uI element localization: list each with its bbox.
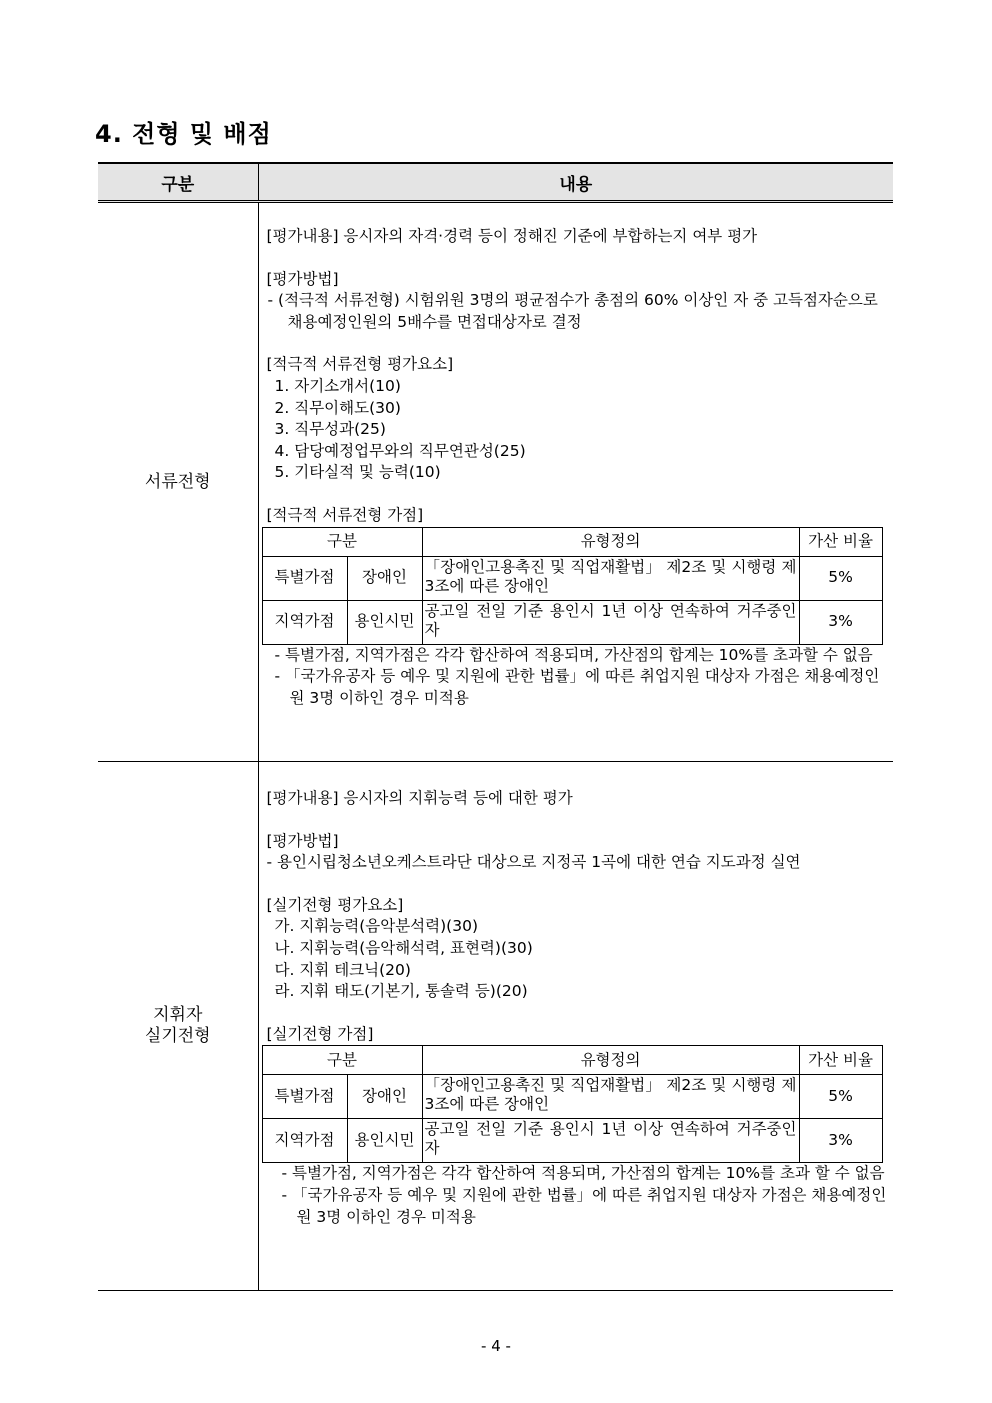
method-title: [평가방법]: [266, 269, 339, 288]
bonus-row: [262, 1119, 882, 1163]
bonus-ratio: 5%: [799, 1075, 882, 1119]
bonus-ratio: 5%: [799, 556, 882, 600]
bonus-header-ratio: 가산 비율: [799, 1046, 882, 1075]
bonus-type: 특별가점: [262, 556, 347, 600]
category-line: 실기전형: [144, 1026, 211, 1046]
element-item: 나. 지휘능력(음악해석력, 표현력)(30): [274, 938, 533, 957]
bonus-title: [적극적 서류전형 가점]: [266, 505, 424, 524]
bonus-ratio: 3%: [799, 600, 882, 644]
header-content: 내용: [258, 163, 893, 202]
note-line: - 특별가점, 지역가점은 각각 합산하여 적용되며, 가산점의 합계는 10%를 초과할 수 없음: [274, 645, 873, 664]
bonus-target: 장애인: [347, 556, 422, 600]
bonus-type: 지역가점: [262, 1119, 347, 1163]
section-category: [98, 762, 258, 1291]
element-item: 2. 직무이해도(30): [274, 398, 401, 417]
section-conductor-practical: [98, 762, 893, 1291]
element-item: 5. 기타실적 및 능력(10): [274, 463, 441, 482]
bonus-definition: 「장애인고용촉진 및 직업재활법」 제2조 및 시행령 제3조에 따른 장애인: [422, 556, 799, 600]
eval-content: [평가내용] 응시자의 지휘능력 등에 대한 평가: [266, 789, 573, 807]
elements-title: [적극적 서류전형 평가요소]: [266, 355, 454, 374]
bonus-row: [262, 600, 882, 644]
table-header-row: [98, 163, 893, 202]
screening-table: [98, 162, 893, 1291]
page-title: 4. 전형 및 배점: [95, 120, 272, 148]
bonus-table: [262, 527, 883, 645]
method-title: [평가방법]: [266, 831, 339, 850]
bonus-type: 특별가점: [262, 1075, 347, 1119]
section-content: [258, 202, 893, 762]
header-category: 구분: [98, 163, 258, 202]
bonus-row: [262, 556, 882, 600]
category-line: 서류전형: [144, 471, 211, 492]
bonus-target: 용인시민: [347, 1119, 422, 1163]
bonus-table: [262, 1045, 883, 1163]
note-line: - 「국가유공자 등 예우 및 지원에 관한 법률」에 따른 취업지원 대상자 가점은 채용예정인원 3명 이하인 경우 미적용: [281, 1185, 887, 1226]
section-document-screening: [98, 202, 893, 762]
bonus-header-row: [262, 1046, 882, 1075]
bonus-row: [262, 1075, 882, 1119]
bonus-header-ratio: 가산 비율: [799, 527, 882, 556]
element-item: 가. 지휘능력(음악분석력)(30): [274, 917, 478, 936]
eval-content: [평가내용] 응시자의 자격·경력 등이 정해진 기준에 부합하는지 여부 평가: [266, 227, 758, 245]
section-content: [258, 762, 893, 1291]
category-line: 지휘자: [153, 1005, 203, 1025]
note-line: - 특별가점, 지역가점은 각각 합산하여 적용되며, 가산점의 합계는 10%를 초과 할 수 없음: [281, 1164, 885, 1183]
method-line: - 용인시립청소년오케스트라단 대상으로 지정곡 1곡에 대한 연습 지도과정 실연: [266, 853, 801, 872]
bonus-definition: 「장애인고용촉진 및 직업재활법」 제2조 및 시행령 제3조에 따른 장애인: [422, 1075, 799, 1119]
bonus-header-category: 구분: [262, 527, 422, 556]
bonus-header-definition: 유형정의: [422, 1046, 799, 1075]
bonus-type: 지역가점: [262, 600, 347, 644]
element-item: 3. 직무성과(25): [274, 420, 386, 439]
bonus-target: 장애인: [347, 1075, 422, 1119]
note-line: - 「국가유공자 등 예우 및 지원에 관한 법률」에 따른 취업지원 대상자 가점은 채용예정인원 3명 이하인 경우 미적용: [274, 667, 880, 707]
page-number: - 4 -: [481, 1337, 511, 1355]
bonus-ratio: 3%: [799, 1119, 882, 1163]
element-item: 다. 지휘 테크닉(20): [274, 960, 411, 979]
bonus-definition: 공고일 전일 기준 용인시 1년 이상 연속하여 거주중인 자: [422, 1119, 799, 1163]
section-category: [98, 202, 258, 762]
bonus-title: [실기전형 가점]: [266, 1024, 374, 1043]
element-item: 라. 지휘 태도(기본기, 통솔력 등)(20): [274, 982, 528, 1001]
elements-title: [실기전형 평가요소]: [266, 895, 404, 914]
bonus-definition: 공고일 전일 기준 용인시 1년 이상 연속하여 거주중인 자: [422, 600, 799, 644]
element-item: 1. 자기소개서(10): [274, 376, 401, 395]
bonus-header-definition: 유형정의: [422, 527, 799, 556]
bonus-header-row: [262, 527, 882, 556]
element-item: 4. 담당예정업무와의 직무연관성(25): [274, 441, 526, 460]
method-line: - (적극적 서류전형) 시험위원 3명의 평균점수가 총점의 60% 이상인 자 중 고득점자순으로 채용예정인원의 5배수를 면접대상자로 결정: [267, 291, 878, 331]
bonus-target: 용인시민: [347, 600, 422, 644]
bonus-header-category: 구분: [262, 1046, 422, 1075]
